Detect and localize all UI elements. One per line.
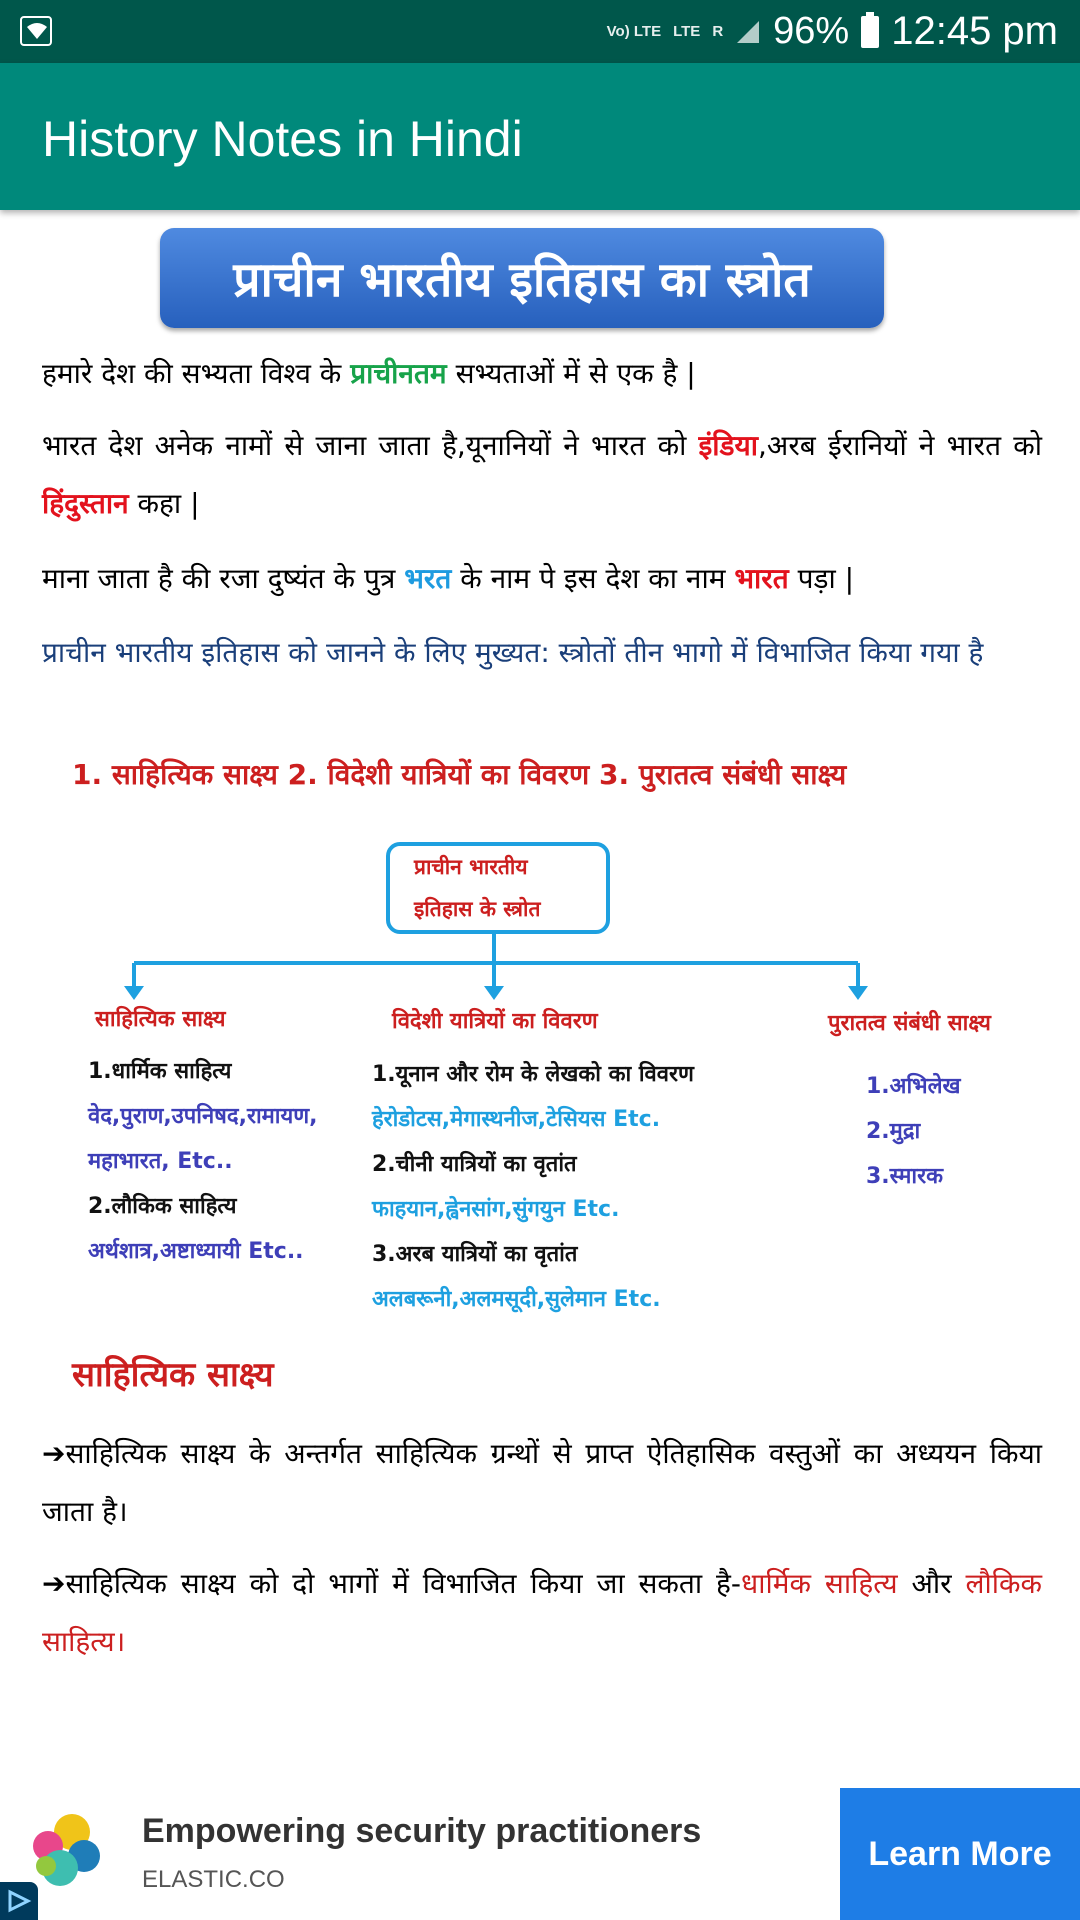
paragraph-names bbox=[42, 417, 1042, 533]
section-paragraph-1: ➔साहित्यिक साक्ष्य के अन्तर्गत साहित्यिक ग्रन्थों से प्राप्त ऐतिहासिक वस्तुओं का अध्ययन किया जाता है। bbox=[42, 1437, 1042, 1528]
app-title: History Notes in Hindi bbox=[42, 111, 523, 167]
branch-literary: साहित्यिक साक्ष्य bbox=[95, 1007, 226, 1032]
branch-foreign-travellers: विदेशी यात्रियों का विवरण bbox=[392, 1009, 598, 1034]
text: ,अरब ईरानियों ने भारत को bbox=[758, 429, 1042, 462]
sources-list: 1. साहित्यिक साक्ष्य 2. विदेशी यात्रियों का विवरण 3. पुरातत्व संबंधी साक्ष्य bbox=[72, 758, 847, 791]
ad-choices-icon[interactable] bbox=[0, 1882, 38, 1920]
branch-item: 1.धार्मिक साहित्य bbox=[88, 1059, 232, 1084]
highlight: हिंदुस्तान bbox=[42, 487, 129, 520]
roaming-indicator: R bbox=[712, 23, 724, 40]
branch-item: 3.स्मारक bbox=[866, 1164, 943, 1189]
text: पड़ा | bbox=[788, 562, 855, 595]
branch-item: अर्थशात्र,अष्टाध्यायी Etc.. bbox=[88, 1239, 304, 1264]
highlight: भारत bbox=[734, 562, 789, 595]
app-bar bbox=[0, 63, 1080, 210]
branch-archaeology: पुरातत्व संबंधी साक्ष्य bbox=[828, 1011, 991, 1036]
paragraph-civilization bbox=[42, 345, 1042, 403]
paragraph-sources-intro: प्राचीन भारतीय इतिहास को जानने के लिए मुख्यत: स्त्रोतों तीन भागो में विभाजित किया गया है bbox=[42, 636, 984, 669]
branch-item: 2.लौकिक साहित्य bbox=[88, 1194, 237, 1219]
diagram-root bbox=[386, 842, 610, 934]
lte-indicator: LTE bbox=[673, 23, 701, 40]
paragraph-bharat bbox=[42, 550, 1042, 608]
text: सभ्यताओं में से एक है | bbox=[446, 357, 696, 390]
branch-item: हेरोडोटस,मेगास्थनीज,टेसियस Etc. bbox=[372, 1107, 661, 1132]
elastic-logo-icon bbox=[26, 1812, 106, 1892]
diagram-connectors bbox=[0, 630, 1080, 1330]
status-bar bbox=[0, 0, 1080, 63]
branch-item: 2.मुद्रा bbox=[866, 1119, 921, 1144]
ad-headline[interactable]: Empowering security practitioners bbox=[142, 1812, 702, 1850]
branch-item: 1.यूनान और रोम के लेखको का विवरण bbox=[372, 1062, 694, 1087]
highlight: धार्मिक साहित्य bbox=[741, 1567, 898, 1600]
root-label: प्राचीन भारतीय bbox=[414, 855, 528, 879]
text: के नाम पे इस देश का नाम bbox=[451, 562, 735, 595]
branch-item: 3.अरब यात्रियों का वृतांत bbox=[372, 1242, 578, 1267]
branch-item: वेद,पुराण,उपनिषद,रामायण, bbox=[88, 1104, 318, 1129]
branch-item: 2.चीनी यात्रियों का वृतांत bbox=[372, 1152, 577, 1177]
learn-more-button[interactable]: Learn More bbox=[840, 1788, 1080, 1920]
text: भारत देश अनेक नामों से जाना जाता है,यूनानियों ने भारत को bbox=[42, 429, 699, 462]
branch-item: अलबरूनी,अलमसूदी,सुलेमान Etc. bbox=[372, 1287, 661, 1312]
text: और bbox=[897, 1567, 966, 1600]
article-banner: प्राचीन भारतीय इतिहास का स्त्रोत bbox=[160, 228, 884, 328]
ad-banner[interactable] bbox=[0, 1788, 1080, 1920]
sources-diagram bbox=[0, 630, 1080, 1330]
highlight: प्राचीनतम bbox=[350, 357, 447, 390]
ad-domain: ELASTIC.CO bbox=[142, 1866, 285, 1893]
text: कहा | bbox=[128, 487, 200, 520]
root-label: इतिहास के स्त्रोत bbox=[414, 897, 541, 921]
section-paragraph-2 bbox=[42, 1555, 1042, 1671]
battery-percent: 96% bbox=[773, 10, 850, 52]
branch-item: महाभारत, Etc.. bbox=[88, 1149, 233, 1174]
clock: 12:45 pm bbox=[891, 9, 1058, 53]
section-heading: साहित्यिक साक्ष्य bbox=[72, 1355, 274, 1395]
text: हमारे देश की सभ्यता विश्व के bbox=[42, 357, 351, 390]
highlight: भरत bbox=[404, 562, 452, 595]
text: ➔साहित्यिक साक्ष्य को दो भागों में विभाजित किया जा सकता है- bbox=[42, 1567, 742, 1600]
highlight: लौकिक साहित्य। bbox=[42, 1567, 1042, 1658]
branch-item: 1.अभिलेख bbox=[866, 1074, 961, 1099]
wifi-icon bbox=[20, 16, 52, 46]
battery-icon bbox=[861, 16, 879, 48]
text: माना जाता है की रजा दुष्यंत के पुत्र bbox=[42, 562, 405, 595]
volte-indicator: Vo) LTE bbox=[606, 23, 662, 40]
signal-icon bbox=[735, 19, 761, 45]
branch-item: फाहयान,ह्वेनसांग,सुंगयुन Etc. bbox=[372, 1197, 620, 1222]
highlight: इंडिया bbox=[698, 429, 759, 462]
